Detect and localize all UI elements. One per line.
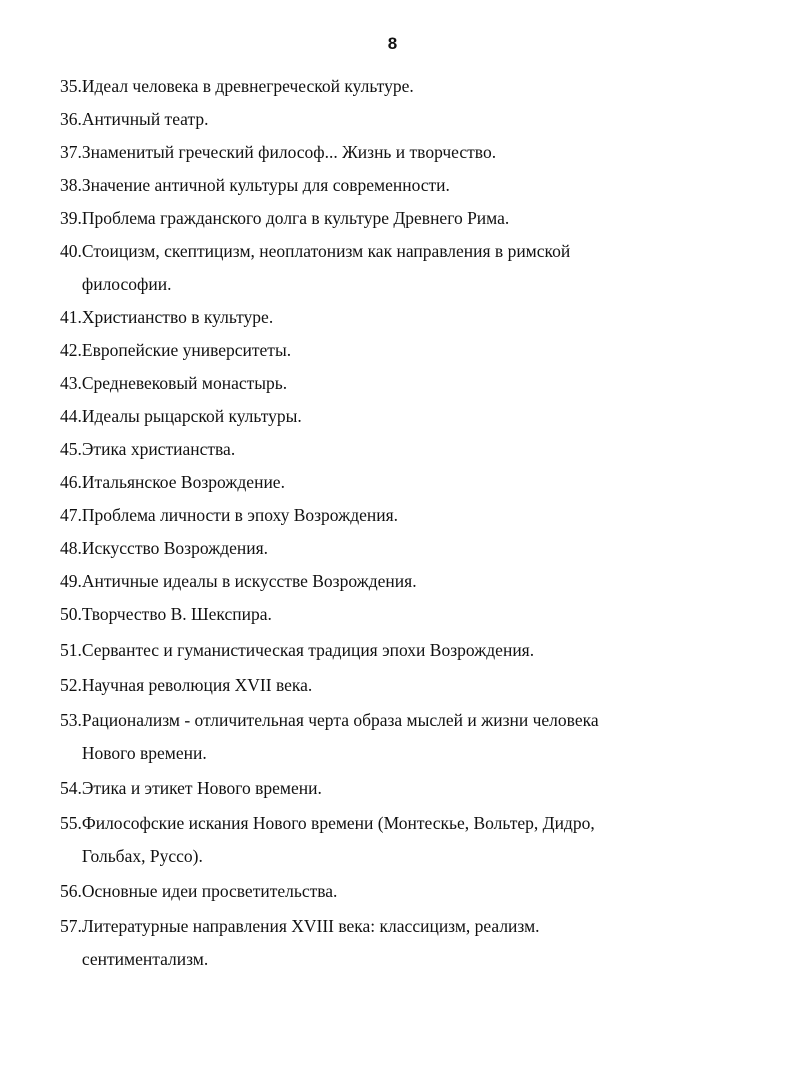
item-number: 52. (60, 675, 82, 695)
item-text: Идеалы рыцарской культуры. (81, 406, 302, 426)
item-text: Сервантес и гуманистическая традиция эпохи Возрождения. (81, 640, 535, 660)
list-item (60, 169, 714, 202)
list-item (60, 367, 714, 400)
list-item (60, 433, 714, 466)
list-item (60, 202, 714, 235)
item-text: Античные идеалы в искусстве Возрождения. (81, 571, 417, 591)
item-text-continuation: философии. (81, 274, 172, 294)
list-item (60, 466, 714, 499)
item-text: Литературные направления XVIII века: классицизм, реализм. (81, 916, 540, 936)
item-number: 37. (60, 142, 82, 162)
item-number: 46. (60, 472, 82, 492)
list-item (60, 598, 714, 631)
item-number: 39. (60, 208, 82, 228)
item-text: Проблема личности в эпоху Возрождения. (81, 505, 399, 525)
list-item (60, 772, 714, 805)
item-number: 44. (60, 406, 82, 426)
item-text: Знаменитый греческий философ... Жизнь и творчество. (81, 142, 497, 162)
item-number: 47. (60, 505, 82, 525)
list-item (60, 669, 714, 702)
list-item (60, 634, 714, 667)
list-item (60, 807, 714, 873)
item-number: 51. (60, 640, 82, 660)
item-text-continuation: Нового времени. (81, 743, 207, 763)
list-item (60, 400, 714, 433)
item-number: 38. (60, 175, 82, 195)
item-text: Европейские университеты. (81, 340, 292, 360)
topic-list (60, 70, 714, 976)
item-text: Стоицизм, скептицизм, неоплатонизм как направления в римской (81, 241, 571, 261)
list-item (60, 301, 714, 334)
item-text: Средневековый монастырь. (81, 373, 288, 393)
item-number: 41. (60, 307, 82, 327)
item-number: 55. (60, 813, 82, 833)
list-item (60, 334, 714, 367)
item-text: Итальянское Возрождение. (81, 472, 285, 492)
item-text: Научная революция XVII века. (81, 675, 313, 695)
item-text-continuation: Гольбах, Руссо). (81, 846, 203, 866)
list-item (60, 532, 714, 565)
item-text-block (82, 235, 714, 301)
item-text: Значение античной культуры для современности. (81, 175, 450, 195)
item-text: Этика и этикет Нового времени. (81, 778, 322, 798)
item-number: 57. (60, 916, 82, 936)
item-text: Основные идеи просветительства. (81, 881, 338, 901)
item-number: 50. (60, 604, 82, 624)
item-number: 53. (60, 710, 82, 730)
item-text: Философские искания Нового времени (Монтескье, Вольтер, Дидро, (81, 813, 595, 833)
item-text: Творчество В. Шекспира. (81, 604, 272, 624)
item-number: 48. (60, 538, 82, 558)
item-text: Рационализм - отличительная черта образа мыслей и жизни человека (81, 710, 599, 730)
item-text-block (82, 807, 714, 873)
item-number: 35. (60, 76, 82, 96)
item-number: 54. (60, 778, 82, 798)
list-item (60, 103, 714, 136)
list-item (60, 704, 714, 770)
item-text: Идеал человека в древнегреческой культуре. (81, 76, 414, 96)
item-number: 45. (60, 439, 82, 459)
item-text-continuation: сентиментализм. (81, 949, 209, 969)
list-item (60, 875, 714, 908)
item-number: 49. (60, 571, 82, 591)
list-item (60, 235, 714, 301)
list-item (60, 565, 714, 598)
item-text-block (82, 910, 714, 976)
item-text-block (82, 704, 714, 770)
item-number: 36. (60, 109, 82, 129)
list-item (60, 910, 714, 976)
item-number: 42. (60, 340, 82, 360)
item-text: Античный театр. (81, 109, 209, 129)
item-text: Проблема гражданского долга в культуре Древнего Рима. (81, 208, 510, 228)
item-number: 56. (60, 881, 82, 901)
item-number: 40. (60, 241, 82, 261)
item-text: Христианство в культуре. (81, 307, 274, 327)
item-text: Этика христианства. (81, 439, 236, 459)
item-text: Искусство Возрождения. (81, 538, 269, 558)
item-number: 43. (60, 373, 82, 393)
list-item (60, 499, 714, 532)
list-item (60, 70, 714, 103)
page-number: 8 (387, 34, 398, 53)
list-item (60, 136, 714, 169)
